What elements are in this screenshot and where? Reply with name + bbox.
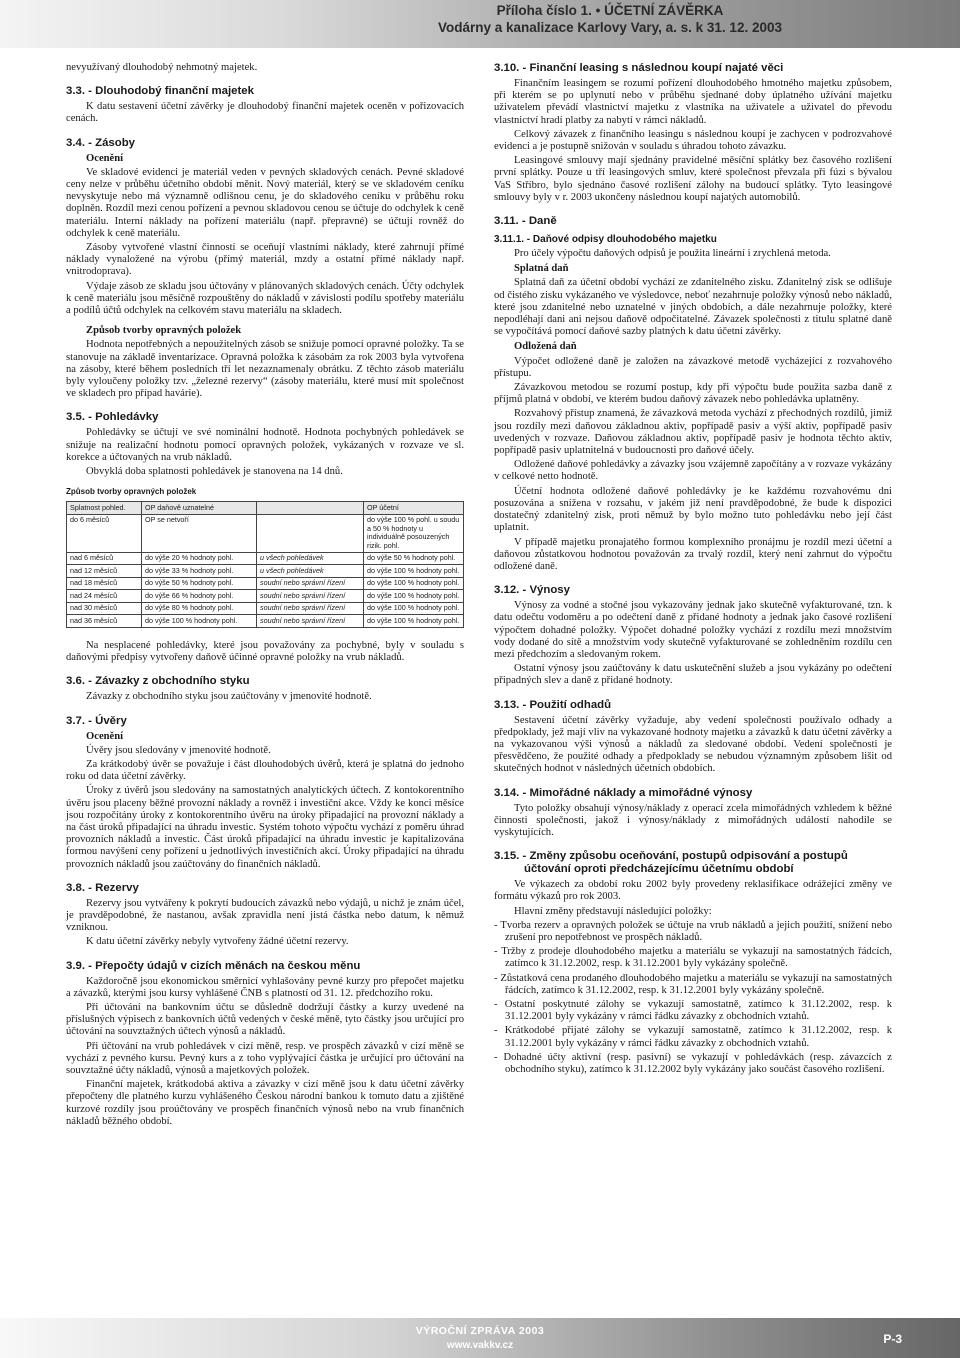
table-row	[67, 565, 464, 578]
changes-list	[494, 920, 892, 1076]
table-row	[67, 590, 464, 603]
paragraph: Závazkovou metodou se rozumí postup, kdy při výpočtu bude použita sazba daně z příjmů platná v období, ve kterém budou daňový závazek nebo pohledávka uplatněny.	[494, 382, 892, 406]
section-3-15-heading-line-1: 3.15. - Změny způsobu oceňování, postupů odpisování a postupů	[494, 850, 848, 863]
table-cell: do výše 33 % hodnoty pohl.	[142, 565, 257, 578]
subheading-oceneni: Ocenění	[86, 152, 124, 164]
page-number: P-3	[883, 1332, 902, 1346]
paragraph: Závazky z obchodního styku jsou zaúčtovány v jmenovité hodnotě.	[86, 691, 372, 703]
header-line-1: Příloha číslo 1. • ÚČETNÍ ZÁVĚRKA	[496, 3, 724, 18]
table-title: Způsob tvorby opravných položek	[66, 487, 197, 497]
section-3-8-heading: 3.8. - Rezervy	[66, 881, 139, 894]
table-cell: u všech pohledávek	[257, 552, 364, 565]
list-item: - Tržby z prodeje dlouhodobého majetku a materiálu se vykazují na samostatných řádcích, zatímco k 31.12.2002, resp. k 31.12.2001 byly vykázány společně.	[494, 946, 892, 970]
subheading-oceneni: Ocenění	[86, 730, 124, 742]
subheading-odlozena-dan: Odložená daň	[514, 341, 577, 353]
header-line-2: Vodárny a kanalizace Karlovy Vary, a. s. k 31. 12. 2003	[438, 20, 782, 35]
table-cell: soudní nebo správní řízení	[257, 590, 364, 603]
col-header: OP daňově uznatelné	[142, 502, 257, 515]
paragraph: K datu sestavení účetní závěrky je dlouhodobý finanční majetek oceněn v pořizovacích cenách.	[66, 101, 464, 125]
subheading-splatna-dan: Splatná daň	[514, 263, 569, 275]
section-3-14-heading: 3.14. - Mimořádné náklady a mimořádné výnosy	[494, 786, 753, 799]
table-cell: soudní nebo správní řízení	[257, 577, 364, 590]
footer-url[interactable]: www.vakkv.cz	[446, 1340, 514, 1351]
table-cell: do výše 100 % hodnoty pohl.	[364, 590, 464, 603]
right-column	[494, 62, 892, 1078]
table-cell: do výše 100 % pohl. u soudu a 50 % hodnoty u individuálně posouzených rizik. pohl.	[364, 514, 464, 552]
table-cell: nad 36 měsíců	[67, 615, 142, 628]
paragraph: Tyto položky obsahují výnosy/náklady z operací zcela mimořádných vzhledem k běžné činnosti společnosti, jakož i výnosy/náklady z mimořádných událostí nahodile se vyskytujících.	[494, 802, 892, 838]
paragraph: Výpočet odložené daně je založen na závazkové metodě vycházející z rozvahového přístupu.	[494, 355, 892, 379]
table-row	[67, 514, 464, 552]
table-cell: do výše 50 % hodnoty pohl.	[364, 552, 464, 565]
table-row	[67, 552, 464, 565]
paragraph: Při účtování na vrub pohledávek v cizí měně, resp. ve prospěch závazků v cizí měně se vychází z pevného kursu. Pevný kurs a z toho vyplývající částka je určující pro účtování na souvztažné účty nákladů, výnosů a majetkových položek.	[66, 1040, 464, 1077]
section-3-12-heading: 3.12. - Výnosy	[494, 584, 570, 597]
paragraph: Ve výkazech za období roku 2002 byly provedeny reklasifikace odrážející změny ve formátu výkazů pro rok 2003.	[494, 879, 892, 903]
paragraph: Každoročně jsou ekonomickou směrnicí vyhlašovány pevné kurzy pro přepočet majetku a závazků, kterými jsou kursy vyhlášené ČNB s platností od 31. 12. předchozího roku.	[66, 975, 464, 999]
table-row	[67, 577, 464, 590]
paragraph: Odložené daňové pohledávky a závazky jsou vzájemně započítány a v rozvaze vykázány v celkové netto hodnotě.	[494, 459, 892, 483]
table-cell: nad 12 měsíců	[67, 565, 142, 578]
paragraph: Při účtování na bankovním účtu se důsledně dodržují částky a kurzy uvedené na příslušných výpisech z bankovních účtů vedených v české měně, tyto částky jsou určující pro účtování na souvztažných účtech výnosů a nákladů.	[66, 1002, 464, 1038]
section-3-9-heading: 3.9. - Přepočty údajů v cizích měnách na českou měnu	[66, 959, 361, 972]
paragraph: Ostatní výnosy jsou zaúčtovány k datu uskutečnění služeb a jsou vykázány po odečtení připadných slev a daně z přidané hodnoty.	[494, 663, 892, 687]
list-item: - Dohadné účty aktivní (resp. pasivní) se vykazují v pohledávkách (resp. závazcích z obchodního styku), zatímco k 31.12.2002 byly vykázány jako součást časového rozlišení.	[494, 1052, 892, 1076]
paragraph: Hodnota nepotřebných a nepoužitelných zásob se snižuje pomocí opravné položky. Ta se stanovuje na základě inventarizace. Opravná položka k zásobám za rok 2003 byla vytvořena na zásoby, které během posledních tří let nezaznamenaly obrátku. Z těchto zásob materiálu byly vyloučeny položky tzv. „železné rezervy“ (zásoby materiálu, které musí mít společnost ve skladech pro případ havárie).	[66, 339, 464, 400]
paragraph: Pohledávky se účtují ve své nominální hodnotě. Hodnota pochybných pohledávek se snižuje na realizační hodnotu pomocí opravných položek, vykázaných v rozvaze ve sl. korekce a účtovaných na vrub nákladů.	[66, 427, 464, 463]
table-cell: do výše 80 % hodnoty pohl.	[142, 602, 257, 615]
list-item: - Zůstatková cena prodaného dlouhodobého majetku a materiálu se vykazují na samostatných řádcích, zatímco k 31.12.2002, resp. k 31.12.2001 byly vykázány společně.	[494, 973, 892, 997]
table-cell: do výše 50 % hodnoty pohl.	[142, 577, 257, 590]
table-header-row	[67, 502, 464, 515]
paragraph: Ve skladové evidenci je materiál veden v pevných skladových cenách. Pevné skladové ceny nelze v průběhu účetního období měnit. Nový materiál, který se ve skladovém ceníku nevyskytuje nebo má významně odlišnou cenu, je do skladového ceníku v průběhu roku doplněn. Rozdíl mezi cenou pořízení a pevnou skladovou cenou se účtuje do odchylek k ceně materiálu. Interní náklady na pořízení materiálu (např. přepravné) se účtují rovněž do odchylek k ceně materiálu.	[66, 166, 464, 239]
list-item: - Ostatní poskytnuté zálohy se vykazují samostatně, zatímco k 31.12.2002, resp. k 31.12.2001 byly vykázány v rámci řádku závazky z obchodních vztahů.	[494, 999, 892, 1023]
table-cell: nad 24 měsíců	[67, 590, 142, 603]
paragraph: Výnosy za vodné a stočné jsou vykazovány jednak jako skutečně vyfakturované, tzn. k datu odečtu vodoměru a po odečtení daně z přidané hodnoty a jednak jako časové rozlišení výpočtem dohadné položky. Výpočet dohadné položky vychází z rozdílu mezi množstvím vody dodané do sítě a množstvím vody skutečně vyfakturované se zohledněním rozdílu cen mezi předchozím a sledovaným rokem.	[494, 600, 892, 660]
paragraph: Celkový závazek z finančního leasingu s následnou koupí je zachycen v podrozvahové evidenci a je postupně snižován v souladu s úhradou tohoto závazku.	[494, 128, 892, 153]
col-header: OP účetní	[364, 502, 464, 515]
left-column	[66, 62, 464, 1130]
paragraph: Rozvahový přístup znamená, že závazková metoda vychází z přechodných rozdílů, jimiž jsou rozdíly mezi daňovou základnou aktiv, popřípadě pasiv a výší aktiv, popřípadě pasiv uvedených v rozvaze. Daňovou základnou aktiv, popřípadě pasiv je hodnota těchto aktiv, popřípadě pasiv uplatnitelná v budoucnosti pro daňové účely.	[494, 408, 892, 457]
table-cell: OP se netvoří	[142, 514, 257, 552]
table-body	[67, 514, 464, 627]
table-row	[67, 602, 464, 615]
section-3-3-heading: 3.3. - Dlouhodobý finanční majetek	[66, 85, 254, 98]
paragraph: Výdaje zásob ze skladu jsou účtovány v plánovaných skladových cenách. Účty odchylek k ceně materiálu jsou měsíčně rozpouštěny do nákladů v závislosti podílu spotřeby materiálu a podílů účtů odchylek na celkovém stavu materiálu na skladech.	[66, 280, 464, 317]
paragraph: Úroky z úvěrů jsou sledovány na samostatných analytických účtech. Z kontokorentního úvěru jsou placeny běžné provozní náklady a rovněž i investiční akce. Vždy ke konci měsíce jsou rozpočítány úroky z kontokorentního úvěru na úroky připadající na provozní náklady a na část úroků připadající na úhradu investic. Systém tohoto výpočtu vychází z poměru úhrad provozních nákladů a investic. Část úroků připadající na úhradu investic je kapitalizována formou navýšení ceny pořízení u jednotlivých investičních akcí. Úroky připadající na úhradu provozních nákladů jsou zaúčtovány do finančních nákladů.	[66, 785, 464, 870]
paragraph: Obvyklá doba splatnosti pohledávek je stanovena na 14 dnů.	[86, 466, 343, 478]
table-cell: soudní nebo správní řízení	[257, 615, 364, 628]
paragraph: Účetní hodnota odložené daňové pohledávky je ke každému rozvahovému dni posuzována a snížena v rozsahu, v jakém již není pravděpodobné, že bude k dispozici dostatečný zdanitelný zisk, proti němuž by bylo možno tuto pohledávku nebo její část uplatnit.	[494, 485, 892, 534]
paragraph: Úvěry jsou sledovány v jmenovité hodnotě.	[86, 744, 271, 756]
section-3-15-heading-line-2: účtování oproti předcházejícímu účetnímu období	[524, 863, 794, 876]
paragraph: Finančním leasingem se rozumí pořízení dlouhodobého hmotného majetku způsobem, při kterém se po uplynutí nebo v průběhu sjednané doby úplatného užívání majetku uživatelem převádí vlastnictví majetku z vlastníka na uživatele a uživatel do převodu vlastnictví hradí platby za nabytí v rámci nákladů.	[494, 78, 892, 126]
table-cell: do výše 20 % hodnoty pohl.	[142, 552, 257, 565]
section-3-11-1-heading: 3.11.1. - Daňové odpisy dlouhodobého majetku	[494, 234, 717, 246]
table-cell: do výše 100 % hodnoty pohl.	[364, 615, 464, 628]
paragraph: Finanční majetek, krátkodobá aktiva a závazky v cizí měně jsou k datu účetní závěrky přepočteny dle platného kurzu vyhlášeného Českou národní bankou k tomuto datu a zjištěné kurzové rozdíly jsou proúčtovány ve prospěch finančních výnosů nebo na vrub finančních nákladů běžného období.	[66, 1079, 464, 1127]
paragraph: Pro účely výpočtu daňových odpisů je použita lineární i zrychlená metoda.	[514, 248, 831, 260]
table-cell: do výše 100 % hodnoty pohl.	[364, 602, 464, 615]
section-3-15-heading	[494, 850, 892, 876]
table-cell: nad 18 měsíců	[67, 577, 142, 590]
table-cell: do výše 100 % hodnoty pohl.	[142, 615, 257, 628]
section-3-13-heading: 3.13. - Použití odhadů	[494, 698, 612, 711]
intro-text: nevyužívaný dlouhodobý nehmotný majetek.	[66, 62, 258, 73]
col-header	[257, 502, 364, 515]
paragraph: Sestavení účetní závěrky vyžaduje, aby vedení společnosti používalo odhady a předpoklady, jež mají vliv na vykazované hodnoty majetku a závazků k datu účetní závěrky a na vykazovanou výši výnosů a nákladů za sledované období. Vedení společnosti je přesvědčeno, že použité odhady a předpoklady se nebudou významným způsobem lišit od skutečných hodnot v následných účetních obdobích.	[494, 714, 892, 775]
table-cell: do výše 100 % hodnoty pohl.	[364, 565, 464, 578]
section-3-10-heading: 3.10. - Finanční leasing s následnou koupí najaté věci	[494, 62, 784, 74]
section-3-7-heading: 3.7. - Úvěry	[66, 714, 127, 727]
paragraph: Hlavní změny představují následující položky:	[514, 905, 712, 917]
section-3-6-heading: 3.6. - Závazky z obchodního styku	[66, 675, 250, 688]
list-item: - Krátkodobé přijaté zálohy se vykazují samostatně, zatímco k 31.12.2002, resp. k 31.12.2001 byly vykázány v rámci řádku závazky z obchodních vztahů.	[494, 1025, 892, 1049]
page-header	[300, 2, 920, 36]
paragraph: Na nesplacené pohledávky, které jsou považovány za pochybné, byly v souladu s daňovými předpisy vytvořeny daňově účinné opravné položky na vrub nákladů.	[66, 639, 464, 664]
table-cell: do výše 66 % hodnoty pohl.	[142, 590, 257, 603]
table-cell: do výše 100 % hodnoty pohl.	[364, 577, 464, 590]
section-3-4-heading: 3.4. - Zásoby	[66, 136, 136, 149]
section-3-5-heading: 3.5. - Pohledávky	[66, 411, 159, 424]
paragraph: Leasingové smlouvy mají sjednány pravidelné měsíční splátky bez časového rozlišení první splátky. Pouze u tří leasingových smluv, které společnost převzala při fúzi s bývalou VaS Stříbro, bylo sjednáno časové rozlišení zálohy na budoucí splátky. Tyto leasingové smlouvy byly v r. 2003 ukončeny následnou koupí najatých automobilů.	[494, 155, 892, 203]
table-cell	[257, 514, 364, 552]
list-item: - Tvorba rezerv a opravných položek se účtuje na vrub nákladů a jejich použití, snížení nebo zrušení pro nepotřebnost ve prospěch nákladů.	[494, 920, 892, 944]
section-3-11-heading: 3.11. - Daně	[494, 215, 557, 228]
footer-title: VÝROČNÍ ZPRÁVA 2003	[415, 1325, 545, 1337]
provisions-table	[66, 501, 464, 628]
table-cell: nad 30 měsíců	[67, 602, 142, 615]
paragraph: Zásoby vytvořené vlastní činností se oceňují vlastními náklady, které zahrnují přímé náklady vynaložené na výrobu (přímý materiál, mzdy a ostatní přímé náklady např. vnitrodoprava).	[66, 242, 464, 278]
paragraph: Rezervy jsou vytvářeny k pokrytí budoucích závazků nebo výdajů, u nichž je znám účel, je pravděpodobné, že nastanou, avšak zpravidla není jistá částka nebo datum, k němuž vzniknou.	[66, 897, 464, 934]
table-cell: soudní nebo správní řízení	[257, 602, 364, 615]
paragraph: K datu účetní závěrky nebyly vytvořeny žádné účetní rezervy.	[86, 936, 349, 948]
paragraph: Splatná daň za účetní období vychází ze zdanitelného zisku. Zdanitelný zisk se odlišuje od čistého zisku vykázaného ve výsledovce, neboť nezahrnuje položky výnosů nebo nákladů, které jsou zdanitelné nebo uznatelné v jiných obdobích, a dále nezahrnuje položky, které nepodléhají dani ani nejsou daňově odpočitatelné. Závazek společnosti z titulu splatné daně se vypočítává pomocí daňové sazby platných k datu účetní závěrky.	[494, 277, 892, 338]
footer-bar	[0, 1318, 960, 1358]
subheading-opravne-polozky: Způsob tvorby opravných položek	[86, 325, 242, 337]
table-cell: nad 6 měsíců	[67, 552, 142, 565]
table-cell: u všech pohledávek	[257, 565, 364, 578]
paragraph: Za krátkodobý úvěr se považuje i část dlouhodobých úvěrů, která je splatná do jednoho roku od data účetní závěrky.	[66, 759, 464, 783]
table-cell: do 6 měsíců	[67, 514, 142, 552]
col-header: Splatnost pohled.	[67, 502, 142, 515]
paragraph: V případě majetku pronajatého formou komplexního pronájmu je rozdíl mezi účetní a daňovou zůstatkovou hodnotou považován za trvalý rozdíl, který není zahrnut do výpočtu odložené daně.	[494, 536, 892, 572]
table-row	[67, 615, 464, 628]
